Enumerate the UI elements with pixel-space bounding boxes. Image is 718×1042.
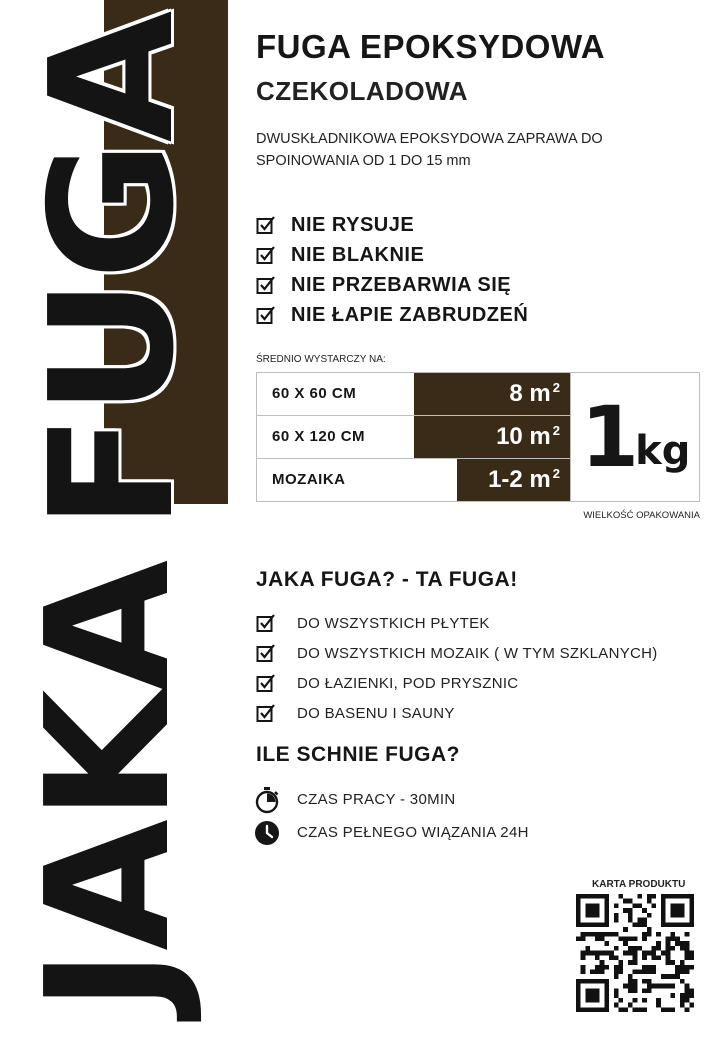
coverage-area: 1-2 m — [488, 466, 551, 493]
usage-list — [256, 608, 658, 728]
coverage-table — [256, 372, 700, 502]
feature-item — [256, 240, 528, 270]
checkbox-icon — [256, 673, 276, 693]
tile-size-label: MOZAIKA — [272, 471, 346, 488]
checkbox-icon — [256, 703, 276, 723]
tile-size-label: 60 X 120 CM — [272, 428, 366, 445]
checkbox-icon — [256, 613, 276, 633]
product-subtitle: CZEKOLADOWA — [256, 76, 469, 106]
coverage-exponent: 2 — [552, 379, 560, 395]
coverage-exponent: 2 — [552, 465, 560, 481]
drying-title: ILE SCHNIE FUGA? — [256, 743, 461, 766]
qr-caption: KARTA PRODUKTU — [592, 879, 686, 890]
usage-label: DO WSZYSTKICH MOZAIK ( W TYM SZKLANYCH) — [297, 644, 658, 662]
coverage-value — [414, 373, 571, 415]
drying-item — [253, 816, 529, 849]
package-value: 1 — [580, 388, 636, 486]
clock-icon — [253, 819, 281, 847]
product-title: FUGA EPOKSYDOWA — [256, 28, 606, 65]
coverage-exponent: 2 — [552, 422, 560, 438]
usage-label: DO ŁAZIENKI, POD PRYSZNIC — [297, 674, 519, 692]
checkbox-icon — [256, 643, 276, 663]
feature-label: NIE PRZEBARWIA SIĘ — [291, 273, 512, 296]
drying-label: CZAS PRACY - 30MIN — [297, 791, 456, 808]
product-description: DWUSKŁADNIKOWA EPOKSYDOWA ZAPRAWA DO SPOINOWANIA OD 1 DO 15 mm — [256, 131, 603, 169]
vertical-word-fuga: FUGA — [14, 12, 212, 530]
feature-item — [256, 300, 528, 330]
package-unit: kg — [635, 428, 691, 474]
package-caption: WIELKOŚĆ OPAKOWANIA — [583, 510, 700, 521]
usage-label: DO WSZYSTKICH PŁYTEK — [297, 614, 490, 632]
usage-item — [256, 698, 658, 728]
coverage-area: 8 m — [509, 380, 551, 407]
feature-label: NIE RYSUJE — [291, 213, 415, 236]
package-size-cell — [570, 373, 700, 501]
drying-item — [253, 783, 529, 816]
feature-item — [256, 270, 528, 300]
usage-item — [256, 638, 658, 668]
drying-list — [253, 783, 529, 849]
coverage-value — [414, 416, 571, 458]
usage-item — [256, 608, 658, 638]
usage-label: DO BASENU I SAUNY — [297, 704, 455, 722]
feature-label: NIE BLAKNIE — [291, 243, 425, 266]
usage-item — [256, 668, 658, 698]
checkbox-icon — [256, 305, 276, 325]
feature-label: NIE ŁAPIE ZABRUDZEŃ — [291, 303, 529, 326]
checkbox-icon — [256, 275, 276, 295]
coverage-row — [257, 459, 570, 502]
coverage-row — [257, 373, 570, 416]
tile-size-label: 60 X 60 CM — [272, 385, 357, 402]
usage-title: JAKA FUGA? - TA FUGA! — [256, 568, 518, 591]
vertical-word-jaka: JAKA — [10, 561, 208, 1012]
feature-item — [256, 210, 528, 240]
checkbox-icon — [256, 245, 276, 265]
coverage-value — [457, 459, 570, 501]
coverage-row — [257, 416, 570, 459]
drying-label: CZAS PEŁNEGO WIĄZANIA 24H — [297, 824, 529, 841]
feature-list — [256, 210, 528, 330]
qr-code-icon[interactable] — [576, 894, 694, 1012]
coverage-label: ŚREDNIO WYSTARCZY NA: — [256, 354, 386, 365]
checkbox-icon — [256, 215, 276, 235]
stopwatch-icon — [253, 786, 281, 814]
coverage-area: 10 m — [496, 423, 551, 450]
